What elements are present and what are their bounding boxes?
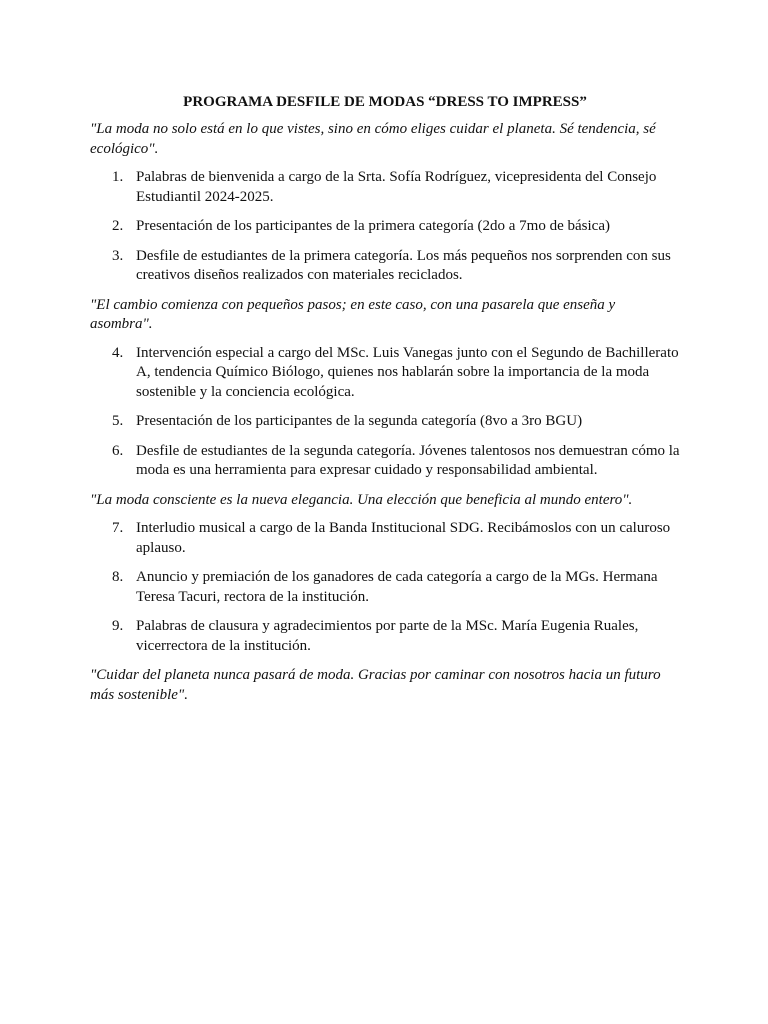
program-list-3 <box>90 519 680 656</box>
program-list-2 <box>90 344 680 481</box>
quote-2: "El cambio comienza con pequeños pasos; en este caso, con una pasarela que enseña y asombra". <box>90 296 616 332</box>
item-number: 2. <box>112 218 124 234</box>
item-number: 1. <box>112 169 124 185</box>
list-item <box>90 217 680 237</box>
item-text: Palabras de bienvenida a cargo de la Srta. Sofía Rodríguez, vicepresidenta del Consejo Estudiantil 2024-2025. <box>136 169 657 205</box>
item-text: Presentación de los participantes de la segunda categoría (8vo a 3ro BGU) <box>136 413 583 429</box>
list-item <box>90 412 680 432</box>
item-text: Interludio musical a cargo de la Banda Institucional SDG. Recibámoslos con un caluroso aplauso. <box>136 520 671 556</box>
item-text: Desfile de estudiantes de la primera categoría. Los más pequeños nos sorprenden con sus creativos diseños realizados con materiales reciclados. <box>136 247 671 283</box>
closing-quote: "Cuidar del planeta nunca pasará de moda. Gracias por caminar con nosotros hacia un futuro más sostenible". <box>90 667 661 703</box>
list-item <box>90 344 680 403</box>
document-page <box>90 93 680 714</box>
list-item <box>90 442 680 481</box>
item-text: Palabras de clausura y agradecimientos por parte de la MSc. María Eugenia Ruales, vicerrectora de la institución. <box>136 618 639 654</box>
program-list-1 <box>90 168 680 286</box>
quote-1: "La moda no solo está en lo que vistes, sino en cómo eliges cuidar el planeta. Sé tendencia, sé ecológico". <box>90 121 656 157</box>
item-number: 4. <box>112 344 124 361</box>
quote-3: "La moda consciente es la nueva elegancia. Una elección que beneficia al mundo entero". <box>90 491 633 508</box>
item-number: 9. <box>112 618 124 634</box>
list-item <box>90 247 680 286</box>
item-text: Intervención especial a cargo del MSc. Luis Vanegas junto con el Segundo de Bachillerato A, tendencia Químico Biólogo, quienes nos hablarán sobre la importancia de la moda sostenible y la conciencia ecológica. <box>136 344 679 400</box>
list-item <box>90 617 680 656</box>
item-text: Presentación de los participantes de la primera categoría (2do a 7mo de básica) <box>136 218 610 234</box>
item-number: 3. <box>112 247 124 264</box>
item-number: 8. <box>112 569 124 585</box>
item-number: 5. <box>112 413 124 429</box>
list-item <box>90 168 680 207</box>
item-text: Desfile de estudiantes de la segunda categoría. Jóvenes talentosos nos demuestran cómo la moda es una herramienta para expresar cuidado y responsabilidad ambiental. <box>136 442 680 478</box>
item-text: Anuncio y premiación de los ganadores de cada categoría a cargo de la MGs. Hermana Teresa Tacuri, rectora de la institución. <box>136 569 658 605</box>
item-number: 7. <box>112 520 124 536</box>
list-item <box>90 519 680 558</box>
item-number: 6. <box>112 442 124 459</box>
list-item <box>90 568 680 607</box>
page-title: PROGRAMA DESFILE DE MODAS “DRESS TO IMPRESS” <box>183 94 587 110</box>
